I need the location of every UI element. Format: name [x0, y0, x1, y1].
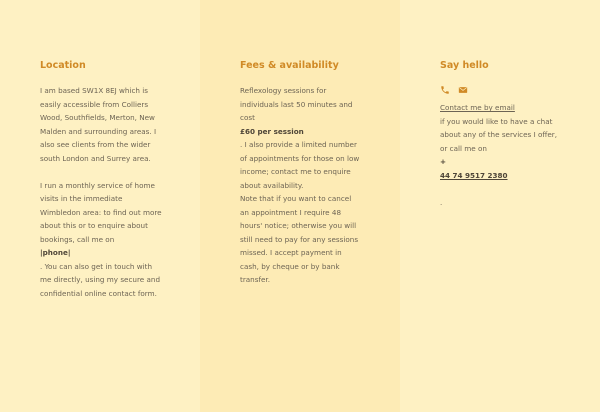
- fees-line-3: Note that if you want to cancel an appointment I require 48 hours' notice; otherwise you will still need to pay for any sessions missed. I accept payment in cash, by cheque or by bank transfer.: [240, 194, 359, 284]
- spacer: [440, 182, 565, 196]
- contact-content: [440, 60, 565, 209]
- location-paragraph-2a: I run a monthly service of home visits in the immediate Wimbledon area: to find out more about this or to enquire about bookings, call me on: [40, 180, 162, 244]
- location-paragraph-2b: . You can also get in touch with me directly, using my secure and confidential online contact form.: [40, 261, 161, 298]
- location-content: [40, 60, 162, 300]
- phone-icon[interactable]: [440, 85, 450, 95]
- contact-dot: .: [440, 197, 443, 207]
- phone-number-link[interactable]: 44 74 9517 2380: [440, 170, 508, 180]
- contact-heading: Say hello: [440, 60, 489, 71]
- fees-column: [200, 0, 400, 412]
- phone-plus: +: [440, 157, 447, 166]
- location-column: [0, 0, 200, 412]
- location-paragraph-1: I am based SW1X 8EJ which is easily accessible from Colliers Wood, Southfields, Merton, New Malden and surrounding areas. I also see clients from the wider south London and Surrey area.: [40, 86, 157, 163]
- contact-column: [400, 0, 600, 412]
- phone-placeholder: |phone|: [40, 248, 71, 257]
- fees-content: [240, 60, 362, 287]
- fees-heading: Fees & availability: [240, 60, 339, 71]
- contact-email-link[interactable]: Contact me by email: [440, 103, 515, 112]
- spacer: [40, 165, 162, 179]
- fees-price: £60 per session: [240, 126, 304, 136]
- fees-line-2: . I also provide a limited number of appointments for those on low income; contact me to enquire about availability.: [240, 140, 360, 190]
- contact-text: if you would like to have a chat about any of the services I offer, or call me on: [440, 116, 558, 153]
- fees-line-1: Reflexology sessions for individuals last 50 minutes and cost: [240, 86, 353, 122]
- location-heading: Location: [40, 60, 86, 71]
- email-icon[interactable]: [458, 85, 468, 95]
- contact-icons: [440, 84, 565, 96]
